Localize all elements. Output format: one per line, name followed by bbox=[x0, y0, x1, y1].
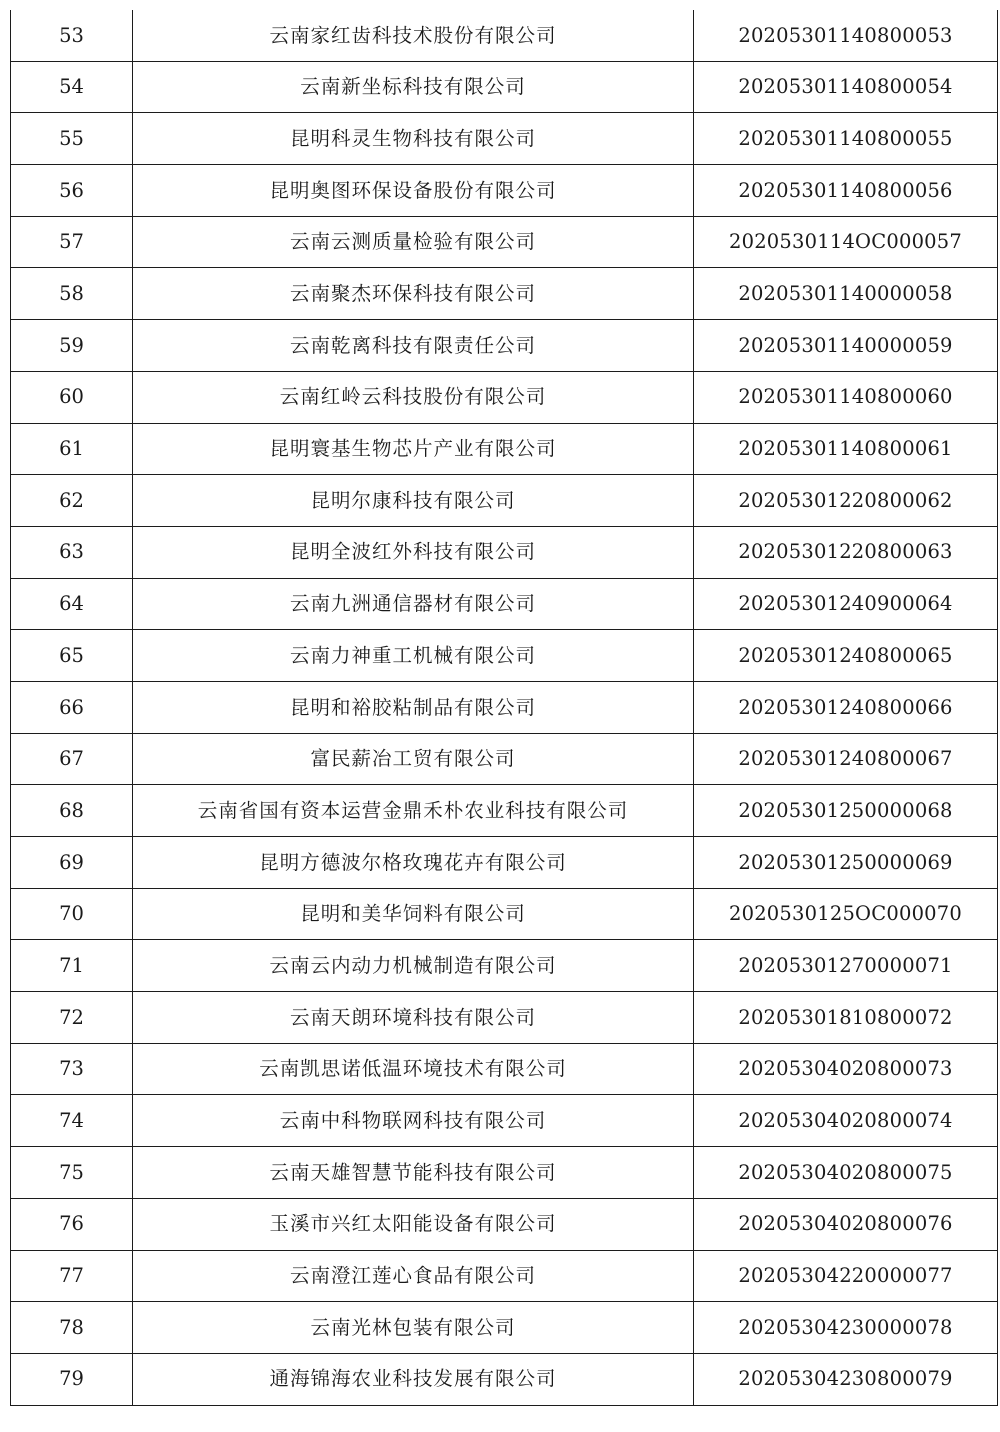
company-name-cell: 云南云测质量检验有限公司 bbox=[133, 216, 694, 268]
row-number-cell: 64 bbox=[11, 578, 133, 630]
registration-code-cell: 20205301140800060 bbox=[694, 371, 998, 423]
row-number-cell: 62 bbox=[11, 475, 133, 527]
registration-code-cell: 20205304230000078 bbox=[694, 1302, 998, 1354]
company-name-cell: 富民薪冶工贸有限公司 bbox=[133, 733, 694, 785]
table-row bbox=[11, 216, 998, 268]
table-row bbox=[11, 630, 998, 682]
company-name-cell: 云南天雄智慧节能科技有限公司 bbox=[133, 1147, 694, 1199]
company-name-cell: 云南澄江莲心食品有限公司 bbox=[133, 1250, 694, 1302]
table-row bbox=[11, 475, 998, 527]
table-row bbox=[11, 371, 998, 423]
company-name-cell: 昆明和裕胶粘制品有限公司 bbox=[133, 681, 694, 733]
row-number-cell: 69 bbox=[11, 837, 133, 889]
company-name-cell: 昆明全波红外科技有限公司 bbox=[133, 526, 694, 578]
row-number-cell: 58 bbox=[11, 268, 133, 320]
registration-code-cell: 20205301140800056 bbox=[694, 165, 998, 217]
registration-code-cell: 20205301270000071 bbox=[694, 940, 998, 992]
registration-code-cell: 20205304220000077 bbox=[694, 1250, 998, 1302]
company-name-cell: 云南省国有资本运营金鼎禾朴农业科技有限公司 bbox=[133, 785, 694, 837]
company-name-cell: 云南天朗环境科技有限公司 bbox=[133, 992, 694, 1044]
row-number-cell: 55 bbox=[11, 113, 133, 165]
row-number-cell: 74 bbox=[11, 1095, 133, 1147]
row-number-cell: 76 bbox=[11, 1198, 133, 1250]
company-name-cell: 云南九洲通信器材有限公司 bbox=[133, 578, 694, 630]
row-number-cell: 73 bbox=[11, 1043, 133, 1095]
registration-code-cell: 2020530125OC000070 bbox=[694, 888, 998, 940]
row-number-cell: 54 bbox=[11, 61, 133, 113]
registration-code-cell: 20205301250000068 bbox=[694, 785, 998, 837]
enterprise-registry-table bbox=[10, 10, 998, 1406]
table-row bbox=[11, 10, 998, 61]
registration-code-cell: 20205301140000058 bbox=[694, 268, 998, 320]
company-name-cell: 云南光林包装有限公司 bbox=[133, 1302, 694, 1354]
table-row bbox=[11, 1095, 998, 1147]
company-name-cell: 云南红岭云科技股份有限公司 bbox=[133, 371, 694, 423]
registration-code-cell: 20205304020800075 bbox=[694, 1147, 998, 1199]
company-name-cell: 昆明科灵生物科技有限公司 bbox=[133, 113, 694, 165]
registration-code-cell: 20205301140800054 bbox=[694, 61, 998, 113]
table-row bbox=[11, 1198, 998, 1250]
row-number-cell: 61 bbox=[11, 423, 133, 475]
company-name-cell: 云南云内动力机械制造有限公司 bbox=[133, 940, 694, 992]
registration-code-cell: 2020530114OC000057 bbox=[694, 216, 998, 268]
table-row bbox=[11, 578, 998, 630]
table-row bbox=[11, 526, 998, 578]
row-number-cell: 79 bbox=[11, 1353, 133, 1405]
row-number-cell: 70 bbox=[11, 888, 133, 940]
company-name-cell: 云南中科物联网科技有限公司 bbox=[133, 1095, 694, 1147]
registration-code-cell: 20205301140800055 bbox=[694, 113, 998, 165]
company-name-cell: 云南力神重工机械有限公司 bbox=[133, 630, 694, 682]
table-row bbox=[11, 268, 998, 320]
table-row bbox=[11, 61, 998, 113]
company-name-cell: 昆明方德波尔格玫瑰花卉有限公司 bbox=[133, 837, 694, 889]
table-row bbox=[11, 837, 998, 889]
company-name-cell: 云南新坐标科技有限公司 bbox=[133, 61, 694, 113]
table-row bbox=[11, 1147, 998, 1199]
company-name-cell: 玉溪市兴红太阳能设备有限公司 bbox=[133, 1198, 694, 1250]
table-row bbox=[11, 1043, 998, 1095]
registration-code-cell: 20205301140800061 bbox=[694, 423, 998, 475]
table-row bbox=[11, 785, 998, 837]
row-number-cell: 67 bbox=[11, 733, 133, 785]
company-name-cell: 通海锦海农业科技发展有限公司 bbox=[133, 1353, 694, 1405]
row-number-cell: 63 bbox=[11, 526, 133, 578]
table-row bbox=[11, 888, 998, 940]
company-name-cell: 昆明尔康科技有限公司 bbox=[133, 475, 694, 527]
registration-code-cell: 20205304020800073 bbox=[694, 1043, 998, 1095]
row-number-cell: 56 bbox=[11, 165, 133, 217]
table-row bbox=[11, 423, 998, 475]
row-number-cell: 59 bbox=[11, 320, 133, 372]
registration-code-cell: 20205301140000059 bbox=[694, 320, 998, 372]
company-name-cell: 昆明寰基生物芯片产业有限公司 bbox=[133, 423, 694, 475]
registration-code-cell: 20205304020800076 bbox=[694, 1198, 998, 1250]
row-number-cell: 75 bbox=[11, 1147, 133, 1199]
table-row bbox=[11, 113, 998, 165]
row-number-cell: 68 bbox=[11, 785, 133, 837]
row-number-cell: 65 bbox=[11, 630, 133, 682]
row-number-cell: 57 bbox=[11, 216, 133, 268]
table-row bbox=[11, 681, 998, 733]
company-name-cell: 云南凯思诺低温环境技术有限公司 bbox=[133, 1043, 694, 1095]
registration-code-cell: 20205301240800066 bbox=[694, 681, 998, 733]
company-name-cell: 昆明奥图环保设备股份有限公司 bbox=[133, 165, 694, 217]
table-row bbox=[11, 733, 998, 785]
table-row bbox=[11, 992, 998, 1044]
company-name-cell: 云南乾离科技有限责任公司 bbox=[133, 320, 694, 372]
row-number-cell: 77 bbox=[11, 1250, 133, 1302]
row-number-cell: 53 bbox=[11, 10, 133, 61]
row-number-cell: 60 bbox=[11, 371, 133, 423]
table-body bbox=[11, 10, 998, 1405]
table-row bbox=[11, 320, 998, 372]
registration-code-cell: 20205301250000069 bbox=[694, 837, 998, 889]
row-number-cell: 78 bbox=[11, 1302, 133, 1354]
company-name-cell: 云南聚杰环保科技有限公司 bbox=[133, 268, 694, 320]
registration-code-cell: 20205301240800065 bbox=[694, 630, 998, 682]
company-name-cell: 昆明和美华饲料有限公司 bbox=[133, 888, 694, 940]
row-number-cell: 66 bbox=[11, 681, 133, 733]
registration-code-cell: 20205301220800063 bbox=[694, 526, 998, 578]
registration-code-cell: 20205304020800074 bbox=[694, 1095, 998, 1147]
table-row bbox=[11, 940, 998, 992]
company-name-cell: 云南家红齿科技术股份有限公司 bbox=[133, 10, 694, 61]
row-number-cell: 72 bbox=[11, 992, 133, 1044]
enterprise-registry-page bbox=[10, 10, 994, 1406]
registration-code-cell: 20205301220800062 bbox=[694, 475, 998, 527]
table-row bbox=[11, 1302, 998, 1354]
table-row bbox=[11, 1353, 998, 1405]
registration-code-cell: 20205301810800072 bbox=[694, 992, 998, 1044]
registration-code-cell: 20205301240900064 bbox=[694, 578, 998, 630]
registration-code-cell: 20205304230800079 bbox=[694, 1353, 998, 1405]
registration-code-cell: 20205301240800067 bbox=[694, 733, 998, 785]
row-number-cell: 71 bbox=[11, 940, 133, 992]
table-row bbox=[11, 165, 998, 217]
table-row bbox=[11, 1250, 998, 1302]
registration-code-cell: 20205301140800053 bbox=[694, 10, 998, 61]
